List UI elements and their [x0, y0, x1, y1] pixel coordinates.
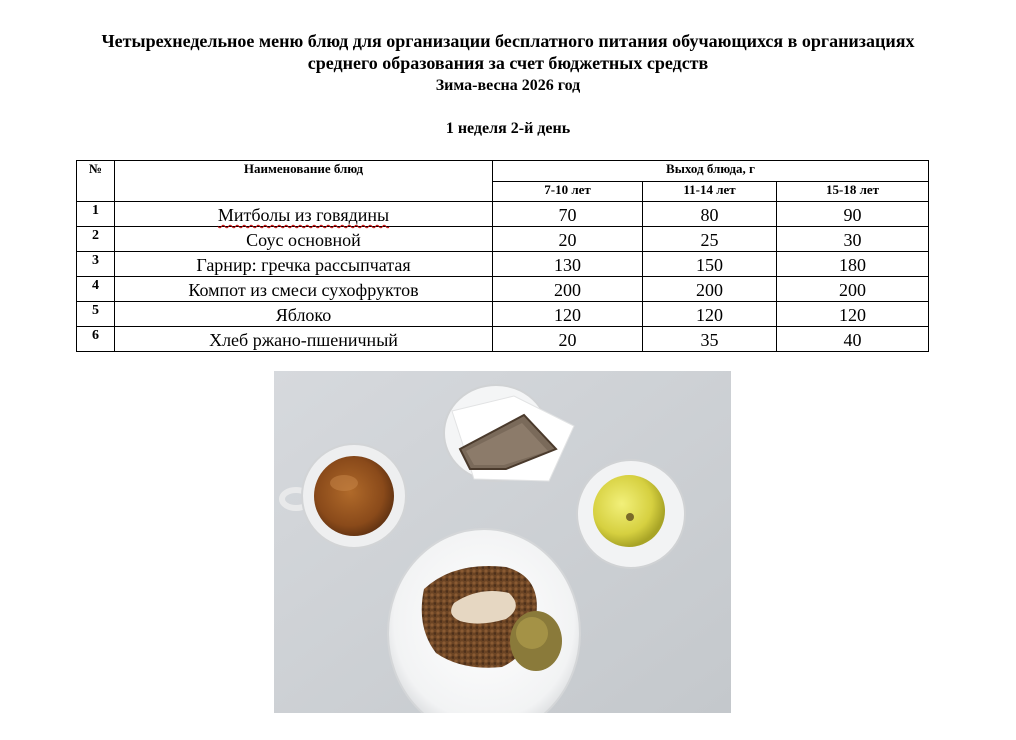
day-label: 1 неделя 2-й день	[445, 120, 571, 137]
row-num: 4	[77, 277, 115, 302]
document-title	[0, 30, 1016, 74]
table-row	[77, 327, 929, 352]
header-output: Выход блюда, г	[493, 161, 929, 182]
row-value-11-14: 25	[643, 227, 777, 252]
header-age-15-18: 15-18 лет	[777, 181, 929, 202]
title-line-1: Четырехнедельное меню блюд для организации бесплатного питания обучающихся в организациях	[101, 31, 915, 51]
apple-bowl	[577, 460, 685, 568]
table-row	[77, 202, 929, 227]
row-value-11-14: 80	[643, 202, 777, 227]
row-value-15-18: 120	[777, 302, 929, 327]
table-row	[77, 277, 929, 302]
row-value-15-18: 40	[777, 327, 929, 352]
row-name: Гарнир: гречка рассыпчатая	[115, 252, 493, 277]
row-value-15-18: 180	[777, 252, 929, 277]
table-row	[77, 227, 929, 252]
menu-table	[76, 160, 929, 352]
row-value-11-14: 35	[643, 327, 777, 352]
row-value-7-10: 200	[493, 277, 643, 302]
row-value-11-14: 200	[643, 277, 777, 302]
row-num: 6	[77, 327, 115, 352]
row-value-7-10: 20	[493, 227, 643, 252]
row-value-7-10: 130	[493, 252, 643, 277]
season-label: Зима-весна 2026 год	[435, 77, 581, 94]
header-name: Наименование блюд	[115, 161, 493, 202]
row-num: 2	[77, 227, 115, 252]
table-row	[77, 302, 929, 327]
row-value-7-10: 70	[493, 202, 643, 227]
row-name	[115, 202, 493, 227]
row-value-15-18: 90	[777, 202, 929, 227]
meal-photo	[274, 371, 731, 713]
row-value-15-18: 200	[777, 277, 929, 302]
row-value-11-14: 150	[643, 252, 777, 277]
header-num: №	[77, 161, 115, 202]
row-name: Соус основной	[115, 227, 493, 252]
row-value-11-14: 120	[643, 302, 777, 327]
row-num: 1	[77, 202, 115, 227]
row-value-15-18: 30	[777, 227, 929, 252]
header-age-11-14: 11-14 лет	[643, 181, 777, 202]
row-name: Хлеб ржано-пшеничный	[115, 327, 493, 352]
row-name: Яблоко	[115, 302, 493, 327]
row-num: 5	[77, 302, 115, 327]
row-name-text: Митболы из говядины	[217, 205, 390, 225]
row-name: Компот из смеси сухофруктов	[115, 277, 493, 302]
table-row	[77, 252, 929, 277]
row-num: 3	[77, 252, 115, 277]
header-age-7-10: 7-10 лет	[493, 181, 643, 202]
title-line-2: среднего образования за счет бюджетных средств	[307, 53, 709, 73]
row-value-7-10: 120	[493, 302, 643, 327]
row-value-7-10: 20	[493, 327, 643, 352]
